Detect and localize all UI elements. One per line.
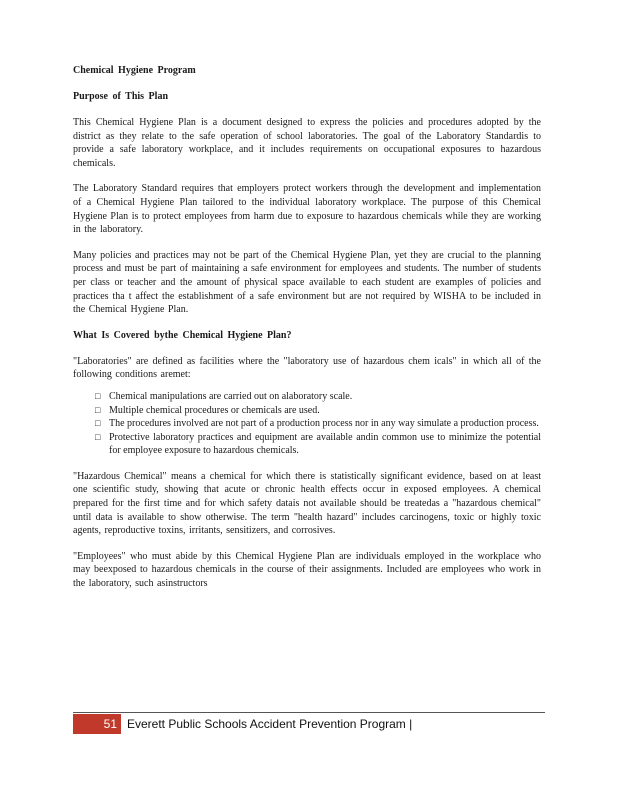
page-footer (73, 714, 412, 734)
footer-title: Everett Public Schools Accident Prevention Program | (127, 717, 413, 731)
list-item-text: Chemical manipulations are carried out on alaboratory scale. (109, 390, 353, 402)
paragraph: Many policies and practices may not be part of the Chemical Hygiene Plan, yet they are crucial to the planning process and must be part of maintaining a safe environment for employees and students. The number of students per class or teacher and the amount of physical space available to each student are examples of policies and practices tha t affect the establishment of a safe environment but are not required by WISHA to be included in the Chemical Hygiene Plan. (73, 249, 541, 316)
paragraph: "Hazardous Chemical" means a chemical for which there is statistically significant evidence, based on at least one scientific study, showing that acute or chronic health effects occur in exposed employees. A chemical prepared for the first time and for which safety datais not available should be treatedas a "hazardous chemical" until data is available to show otherwise. The term "health hazard" includes carcinogens, toxic or highly toxic agents, reproductive toxins, irritants, sensitizers, and corrosives. (73, 470, 541, 537)
paragraph: The Laboratory Standard requires that employers protect workers through the development and implementation of a Chemical Hygiene Plan tailored to the individual laboratory workplace. The purpose of this Chemical Hygiene Plan is to protect employees from harm due to exposure to hazardous chemicals while they are working in the laboratory. (73, 183, 541, 236)
checkbox-bullet-icon: □ (95, 404, 101, 415)
checkbox-bullet-icon: □ (95, 418, 101, 429)
page-content (73, 64, 541, 603)
footer-divider (73, 712, 545, 713)
section-heading-coverage: What Is Covered bythe Chemical Hygiene Plan? (73, 329, 292, 341)
checkbox-bullet-icon: □ (95, 390, 101, 401)
section-heading-purpose: Purpose of This Plan (73, 91, 168, 102)
conditions-list (95, 390, 541, 458)
page-number-badge: 51 (73, 714, 121, 734)
paragraph: This Chemical Hygiene Plan is a document designed to express the policies and procedures adopted by the district as they relate to the safe operation of school laboratories. The goal of the Laboratory Standardis to provide a safe laboratory workplace, and it includes requirements on occupational exposures to hazardous chemicals. (73, 117, 541, 169)
list-item (95, 390, 541, 404)
paragraph: "Employees" who must abide by this Chemical Hygiene Plan are individuals employed in the workplace who may beexposed to hazardous chemicals in the course of their assignments. Included are employees who work in the laboratory, such asinstructors (73, 550, 541, 590)
list-item (95, 404, 541, 418)
document-title: Chemical Hygiene Program (73, 65, 196, 76)
list-item (95, 417, 541, 431)
list-item (95, 431, 541, 458)
list-item-text: Protective laboratory practices and equipment are available andin common use to minimize the potential for employee exposure to hazardous chemicals. (109, 431, 541, 457)
list-item-text: Multiple chemical procedures or chemicals are used. (109, 404, 320, 416)
checkbox-bullet-icon: □ (95, 431, 101, 442)
list-item-text: The procedures involved are not part of a production process nor in any way simulate a production process. (109, 418, 539, 430)
paragraph: "Laboratories" are defined as facilities where the "laboratory use of hazardous chem icals" in which all of the following conditions aremet: (73, 355, 541, 381)
